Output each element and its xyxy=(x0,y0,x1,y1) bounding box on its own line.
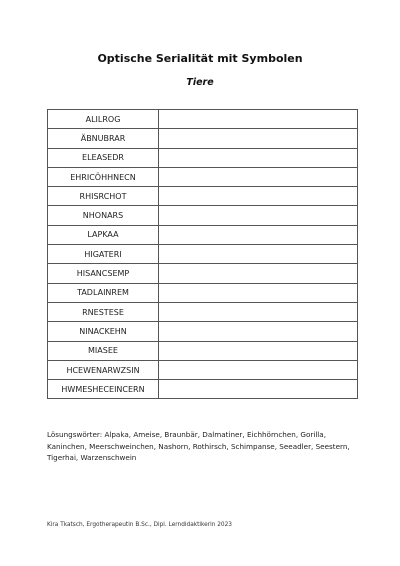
answer-cell[interactable] xyxy=(159,264,358,283)
answer-cell[interactable] xyxy=(159,187,358,206)
answer-cell[interactable] xyxy=(159,148,358,167)
table-row xyxy=(48,148,358,167)
table-row xyxy=(48,360,358,379)
page-title: Optische Serialität mit Symbolen xyxy=(97,52,303,65)
answer-cell[interactable] xyxy=(159,380,358,399)
scrambled-word: TADLAINREM xyxy=(48,283,159,302)
table-row xyxy=(48,283,358,302)
scrambled-word: MIASEE xyxy=(48,341,159,360)
table-row xyxy=(48,322,358,341)
table-row xyxy=(48,187,358,206)
answer-cell[interactable] xyxy=(159,302,358,321)
scrambled-word: RHISRCHOT xyxy=(48,187,159,206)
answer-cell[interactable] xyxy=(159,167,358,186)
scrambled-word: RNESTESE xyxy=(48,302,159,321)
scrambled-word: HIGATERI xyxy=(48,245,159,264)
scrambled-word: ÄBNUBRAR xyxy=(48,129,159,148)
page-subtitle: Tiere xyxy=(186,77,214,88)
footer-credit: Kira Tkatsch, Ergotherapeutin B.Sc., Dipl. Lerndidaktikerin 2023 xyxy=(47,522,232,528)
answer-cell[interactable] xyxy=(159,341,358,360)
table-row xyxy=(48,302,358,321)
scrambled-word: EHRICÖHHNECN xyxy=(48,167,159,186)
table-row xyxy=(48,167,358,186)
scrambled-word: NINACKEHN xyxy=(48,322,159,341)
table-row xyxy=(48,380,358,399)
scrambled-word: HISANCSEMP xyxy=(48,264,159,283)
answer-cell[interactable] xyxy=(159,360,358,379)
scrambled-word: NHONARS xyxy=(48,206,159,225)
answer-cell[interactable] xyxy=(159,245,358,264)
scrambled-word: ALILROG xyxy=(48,110,159,129)
answer-cell[interactable] xyxy=(159,206,358,225)
scrambled-word: ELEASEDR xyxy=(48,148,159,167)
table-row xyxy=(48,110,358,129)
scrambled-word: HWMESHECEINCERN xyxy=(48,380,159,399)
answer-cell[interactable] xyxy=(159,129,358,148)
solution-words: Lösungswörter: Alpaka, Ameise, Braunbär, Dalmatiner, Eichhörnchen, Gorilla, Kaninchen, Meerschweinchen, Nashorn, Rothirsch, Schimpanse, Seeadler, Seestern, Tigerhai, Warzenschwein xyxy=(47,430,350,462)
answer-cell[interactable] xyxy=(159,283,358,302)
table-row xyxy=(48,206,358,225)
table-row xyxy=(48,129,358,148)
answer-cell[interactable] xyxy=(159,322,358,341)
table-row xyxy=(48,245,358,264)
answer-cell[interactable] xyxy=(159,110,358,129)
scrambled-word: HCEWENARWZSIN xyxy=(48,360,159,379)
table-row xyxy=(48,264,358,283)
table-row xyxy=(48,225,358,244)
scrambled-word: LAPKAA xyxy=(48,225,159,244)
table-row xyxy=(48,341,358,360)
answer-cell[interactable] xyxy=(159,225,358,244)
word-table xyxy=(47,109,358,399)
